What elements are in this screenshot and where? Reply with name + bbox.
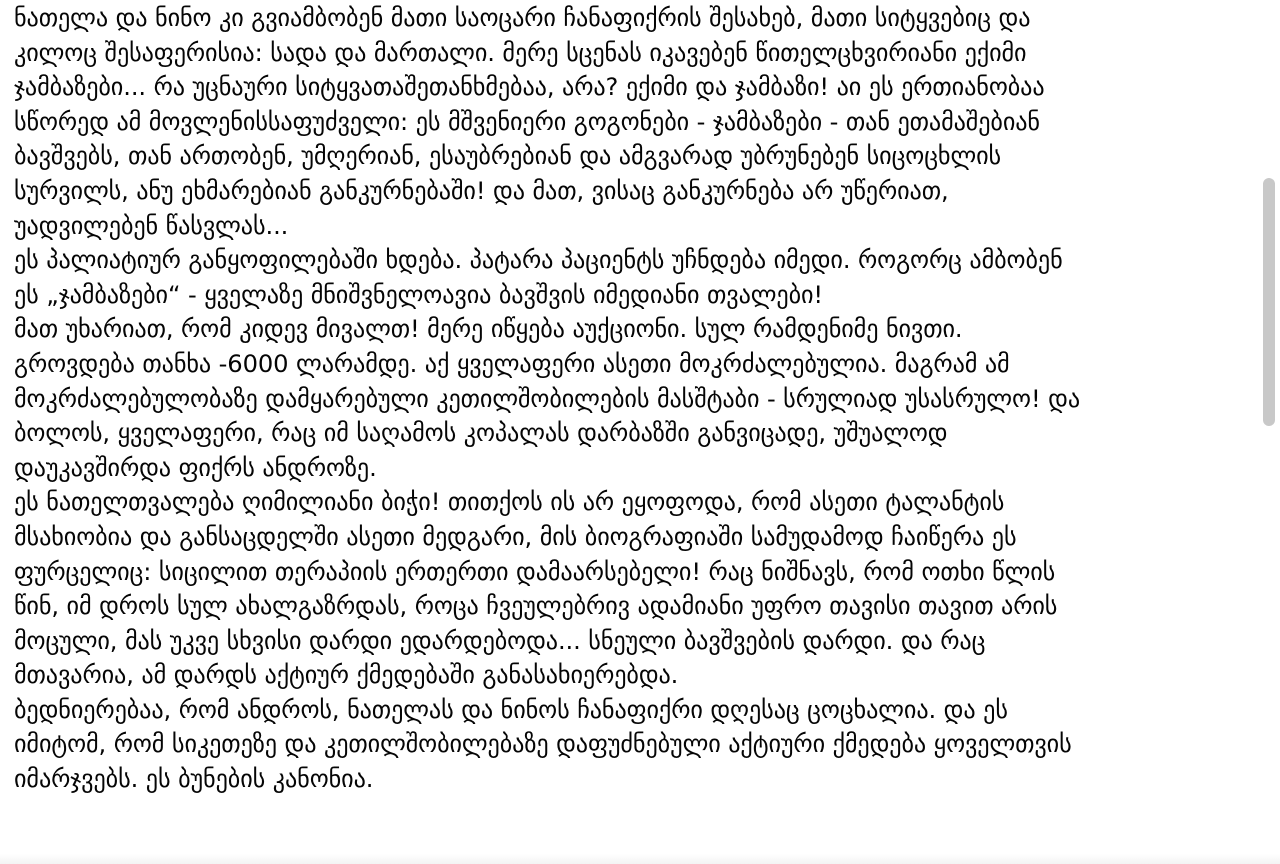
text-line: სწორედ ამ მოვლენისსაფუძველი: ეს მშვენიერი გოგონები - ჯამბაზები - თან ეთამაშებიან	[14, 107, 1040, 136]
text-line: ჯამბაზები... რა უცნაური სიტყვათაშეთანხმებაა, არა? ექიმი და ჯამბაზი! აი ეს ერთიანობაა	[14, 73, 1045, 102]
text-line: იმიტომ, რომ სიკეთეზე და კეთილშობილებაზე დაფუძნებული აქტიური ქმედება ყოველთვის	[14, 730, 1072, 759]
text-line: მთავარია, ამ დარდს აქტიურ ქმედებაში განასახიერებდა.	[14, 661, 679, 690]
text-line: ბოლოს, ყველაფერი, რაც იმ საღამოს კოპალას დარბაზში განვიცადე, უშუალოდ	[14, 419, 948, 448]
text-line: წინ, იმ დროს სულ ახალგაზრდას, როცა ჩვეულებრივ ადამიანი უფრო თავისი თავით არის	[14, 592, 1058, 621]
text-line: უადვილებენ წასვლას...	[14, 211, 289, 240]
text-line: გროვდება თანხა -6000 ლარამდე. აქ ყველაფერი ასეთი მოკრძალებულია. მაგრამ ამ	[14, 349, 1010, 378]
text-line: დაუკავშირდა ფიქრს ანდროზე.	[14, 453, 377, 482]
text-line: კილოც შესაფერისია: სადა და მართალი. მერე სცენას იკავებენ წითელცხვირიანი ექიმი	[14, 38, 1027, 67]
text-line: ბედნიერებაა, რომ ანდროს, ნათელას და ნინოს ჩანაფიქრი დღესაც ცოცხალია. და ეს	[14, 695, 1008, 724]
text-line: ეს პალიატიურ განყოფილებაში ხდება. პატარა პაციენტს უჩნდება იმედი. როგორც ამბობენ	[14, 246, 1063, 275]
post-body-text	[14, 1, 1260, 797]
text-line: იმარჯვებს. ეს ბუნების კანონია.	[14, 765, 374, 794]
text-line: მათ უხარიათ, რომ კიდევ მივალთ! მერე იწყება აუქციონი. სულ რამდენიმე ნივთი.	[14, 315, 963, 344]
text-line: ნათელა და ნინო კი გვიამბობენ მათი საოცარი ჩანაფიქრის შესახებ, მათი სიტყვებიც და	[14, 4, 1031, 32]
scrollbar-thumb[interactable]	[1263, 178, 1275, 426]
text-line: ეს „ჯამბაზები“ - ყველაზე მნიშვნელოავია ბავშვის იმედიანი თვალები!	[14, 280, 824, 309]
text-line: მოკრძალებულობაზე დამყარებული კეთილშობილების მასშტაბი - სრულიად უსასრულო! და	[14, 384, 1081, 413]
text-line: ფურცელიც: სიცილით თერაპიის ერთერთი დამაარსებელი! რაც ნიშნავს, რომ ოთხი წლის	[14, 557, 1056, 586]
text-line: სურვილს, ანუ ეხმარებიან განკურნებაში! და მათ, ვისაც განკურნება არ უწერიათ,	[14, 176, 949, 205]
text-line: მოცული, მას უკვე სხვისი დარდი ედარდებოდა... სნეული ბავშვების დარდი. და რაც	[14, 626, 986, 655]
text-line: ეს ნათელთვალება ღიმილიანი ბიჭი! თითქოს ის არ ეყოფოდა, რომ ასეთი ტალანტის	[14, 488, 1005, 517]
text-line: მსახიობია და განსაცდელში ასეთი მედგარი, მის ბიოგრაფიაში სამუდამოდ ჩაიწერა ეს	[14, 522, 1017, 551]
text-line: ბავშვებს, თან ართობენ, უმღერიან, ესაუბრებიან და ამგვარად უბრუნებენ სიცოცხლის	[14, 142, 1002, 171]
vertical-scrollbar[interactable]	[1258, 0, 1280, 864]
bottom-divider	[0, 854, 1280, 864]
